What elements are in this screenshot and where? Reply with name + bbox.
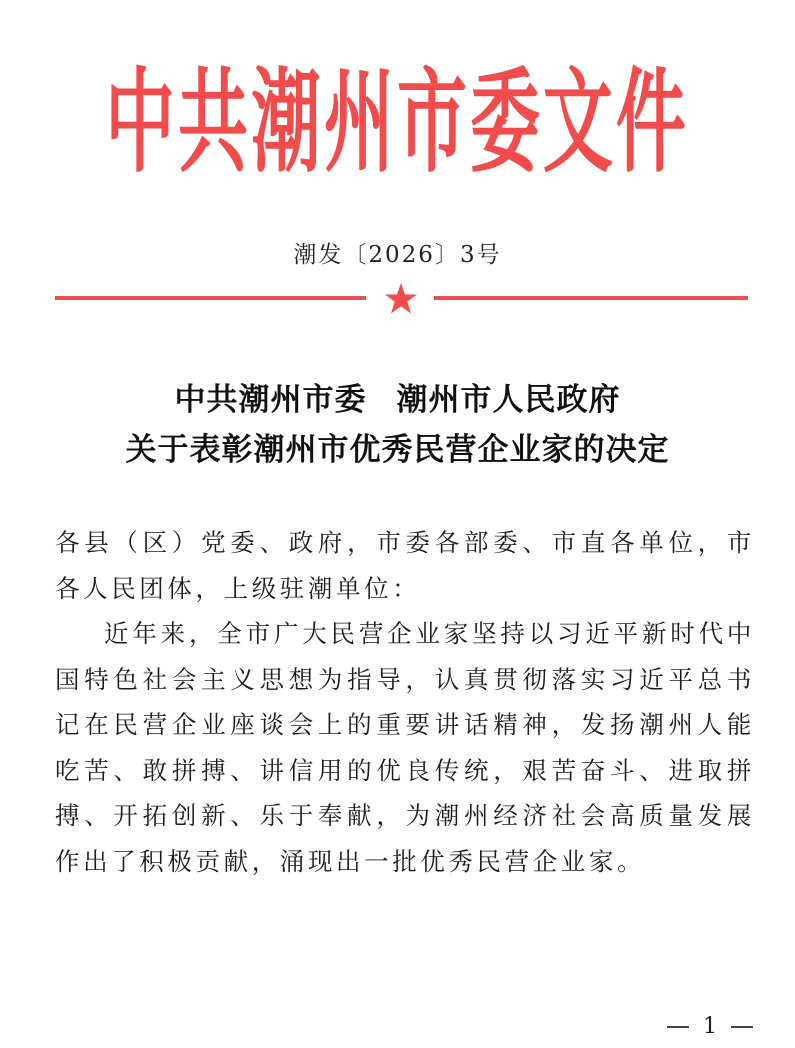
document-body [55, 520, 755, 884]
recipients-paragraph: 各县（区）党委、政府，市委各部委、市直各单位，市各人民团体，上级驻潮单位： [55, 528, 755, 603]
page-dash-left [667, 1026, 689, 1028]
red-divider [0, 280, 795, 310]
divider-line-left [55, 296, 366, 300]
body-paragraph-1: 近年来，全市广大民营企业家坚持以习近平新时代中国特色社会主义思想为指导，认真贯彻落实习近平总书记在民营企业座谈会上的重要讲话精神，发扬潮州人能吃苦、敢拼搏、讲信用的优良传统，艰苦奋斗、进取拼搏、开拓创新、乐于奉献，为潮州经济社会高质量发展作出了积极贡献，涌现出一批优秀民营企业家。 [55, 619, 755, 876]
page-dash-right [731, 1026, 753, 1028]
title-line-1 [0, 375, 795, 425]
page-number: 1 [703, 1014, 717, 1039]
document-title [0, 375, 795, 475]
divider-line-right [434, 296, 748, 300]
document-number: 潮发〔2026〕3号 [293, 242, 502, 268]
star-icon [384, 282, 418, 316]
title-line-2: 关于表彰潮州市优秀民营企业家的决定 [125, 432, 670, 468]
title-issuer-party: 中共潮州市委 [174, 382, 367, 418]
masthead-title: 中共潮州市委文件 [105, 57, 690, 188]
title-issuer-government: 潮州市人民政府 [396, 382, 621, 418]
document-masthead [0, 58, 795, 188]
page-number-footer [650, 1012, 770, 1042]
